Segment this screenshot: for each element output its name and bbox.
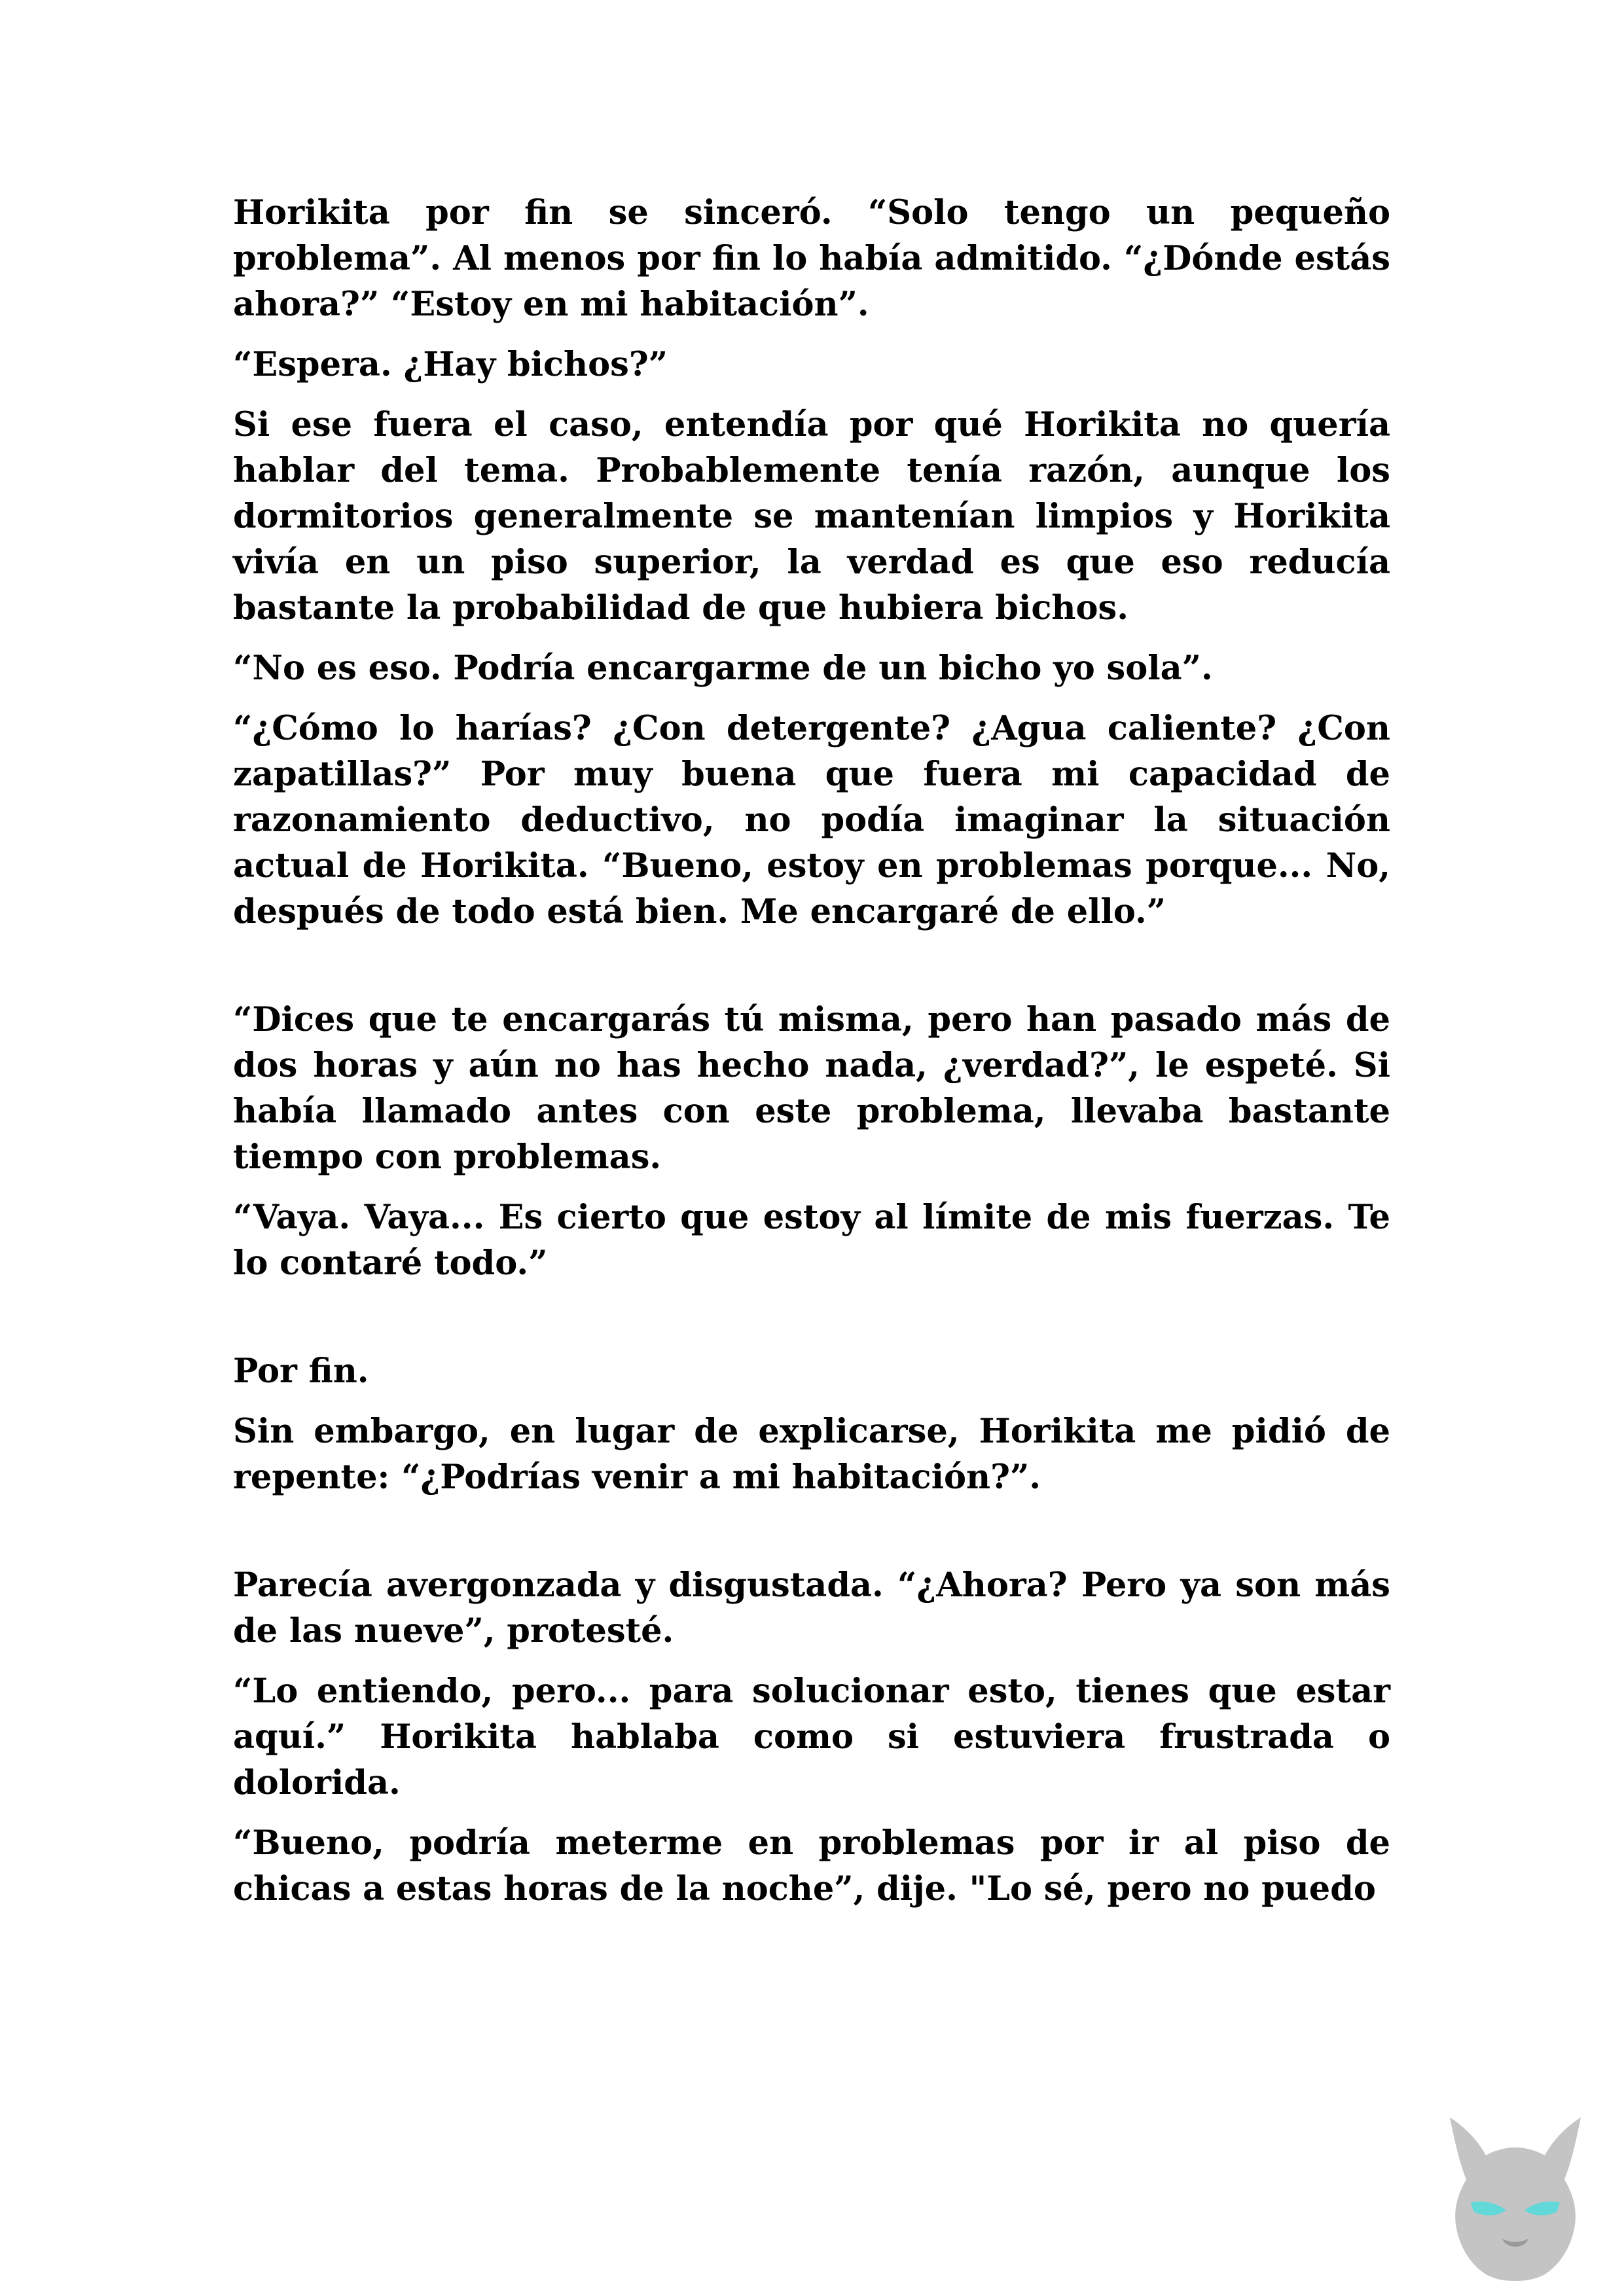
paragraph: Por fin. xyxy=(233,1352,369,1391)
paragraph: “Espera. ¿Hay bichos?” xyxy=(233,345,668,384)
paragraph: Si ese fuera el caso, entendía por qué Horikita no quería hablar del tema. Probablemente tenía razón, aunque los dormitorios generalmente se mantenían limpios y Horikita vivía en un piso superior, la verdad es que eso reducía bastante la probabilidad de que hubiera bichos. xyxy=(233,405,1390,628)
paragraph: “No es eso. Podría encargarme de un bicho yo sola”. xyxy=(233,649,1213,688)
body-text xyxy=(233,190,1390,1926)
paragraph: “Lo entiendo, pero... para solucionar esto, tienes que estar aquí.” Horikita hablaba como si estuviera frustrada o dolorida. xyxy=(233,1672,1390,1803)
paragraph: Parecía avergonzada y disgustada. “¿Ahora? Pero ya son más de las nueve”, protesté. xyxy=(233,1566,1390,1651)
demon-head-icon xyxy=(1430,2104,1600,2281)
paragraph: Horikita por fin se sinceró. “Solo tengo un pequeño problema”. Al menos por fin lo había admitido. “¿Dónde estás ahora?” “Estoy en mi habitación”. xyxy=(233,193,1390,324)
paragraph: “Dices que te encargarás tú misma, pero han pasado más de dos horas y aún no has hecho nada, ¿verdad?”, le espeté. Si había llamado antes con este problema, llevaba bastante tiempo con problemas. xyxy=(233,1000,1390,1177)
paragraph: Sin embargo, en lugar de explicarse, Horikita me pidió de repente: “¿Podrías venir a mi habitación?”. xyxy=(233,1412,1390,1497)
paragraph: “Vaya. Vaya... Es cierto que estoy al límite de mis fuerzas. Te lo contaré todo.” xyxy=(233,1198,1390,1283)
paragraph: “Bueno, podría meterme en problemas por ir al piso de chicas a estas horas de la noche”, dije. "Lo sé, pero no puedo xyxy=(233,1823,1390,1909)
paragraph: “¿Cómo lo harías? ¿Con detergente? ¿Agua caliente? ¿Con zapatillas?” Por muy buena que fuera mi capacidad de razonamiento deductivo, no podía imaginar la situación actual de Horikita. “Bueno, estoy en problemas porque... No, después de todo está bien. Me encargaré de ello.” xyxy=(233,709,1390,931)
